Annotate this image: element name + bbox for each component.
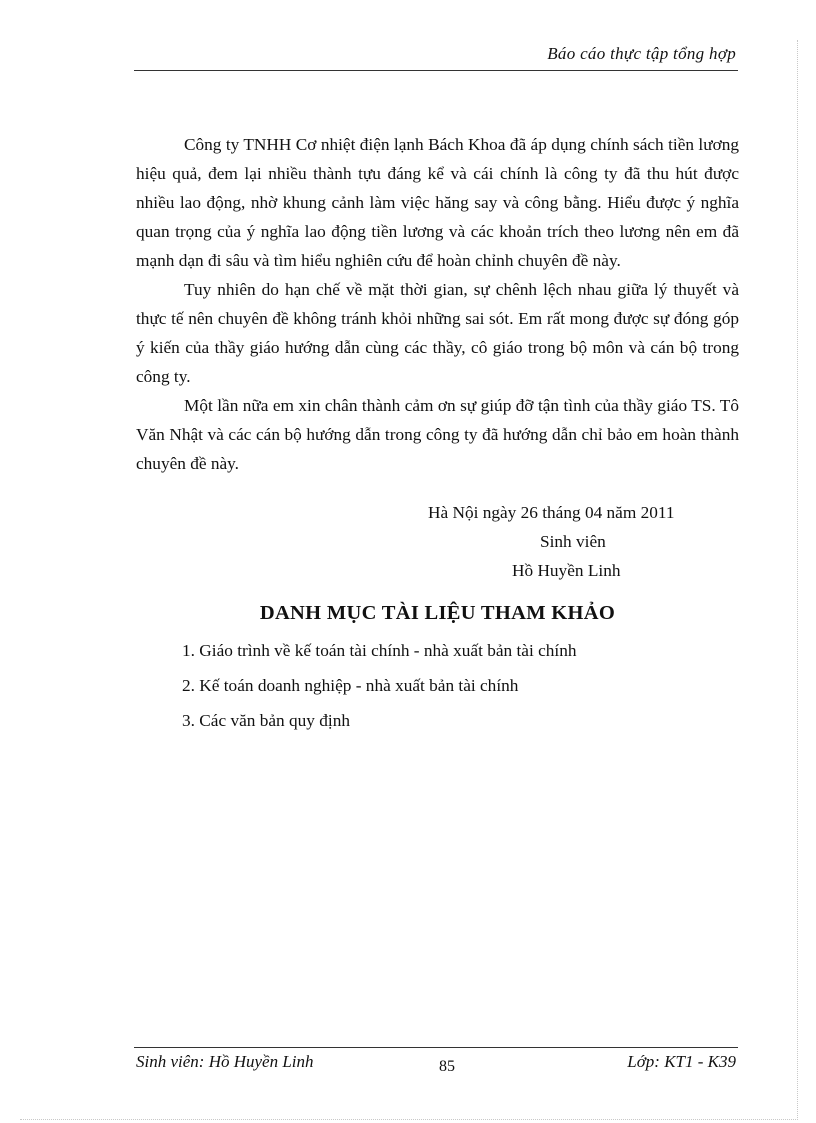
- header-title: Báo cáo thực tập tổng hợp: [547, 44, 736, 63]
- signature-date: Hà Nội ngày 26 tháng 04 năm 2011: [428, 503, 675, 522]
- reference-item: 2. Kế toán doanh nghiệp - nhà xuất bản tài chính: [182, 676, 519, 695]
- page-edge-right: [797, 40, 798, 1120]
- body-paragraph-2: Tuy nhiên do hạn chế về mặt thời gian, sự chênh lệch nhau giữa lý thuyết và thực tế nên chuyên đề không tránh khỏi những sai sót. Em rất mong được sự đóng góp ý kiến của thầy giáo hướng dẫn cùng các thầy, cô giáo trong bộ môn và cán bộ trong công ty.: [136, 280, 739, 386]
- footer-class: Lớp: KT1 - K39: [627, 1052, 736, 1071]
- body-paragraph-1: Công ty TNHH Cơ nhiệt điện lạnh Bách Khoa đã áp dụng chính sách tiền lương hiệu quả, đem lại nhiều thành tựu đáng kể và cái chính là công ty đã thu hút được nhiều lao động, nhờ khung cảnh làm việc hăng say và công bằng. Hiểu được ý nghĩa quan trọng của ý nghĩa lao động tiền lương và các khoản trích theo lương nên em đã mạnh dạn đi sâu và tìm hiểu nghiên cứu để hoàn chỉnh chuyên đề này.: [136, 135, 739, 270]
- signature-name: Hồ Huyền Linh: [512, 561, 621, 580]
- signature-role: Sinh viên: [540, 532, 606, 551]
- reference-item: 1. Giáo trình về kế toán tài chính - nhà xuất bản tài chính: [182, 641, 577, 660]
- references-title: DANH MỤC TÀI LIỆU THAM KHẢO: [259, 602, 616, 624]
- body-text: [136, 130, 739, 478]
- reference-item: 3. Các văn bản quy định: [182, 711, 350, 730]
- footer-student: Sinh viên: Hồ Huyền Linh: [136, 1052, 314, 1071]
- page-number: 85: [439, 1058, 455, 1075]
- header-rule: [134, 70, 738, 71]
- page-edge-bottom: [20, 1119, 798, 1120]
- body-paragraph-3: Một lần nữa em xin chân thành cảm ơn sự giúp đỡ tận tình của thầy giáo TS. Tô Văn Nhật và các cán bộ hướng dẫn trong công ty đã hướng dẫn chỉ bảo em hoàn thành chuyên đề này.: [136, 396, 739, 473]
- footer-rule: [134, 1047, 738, 1048]
